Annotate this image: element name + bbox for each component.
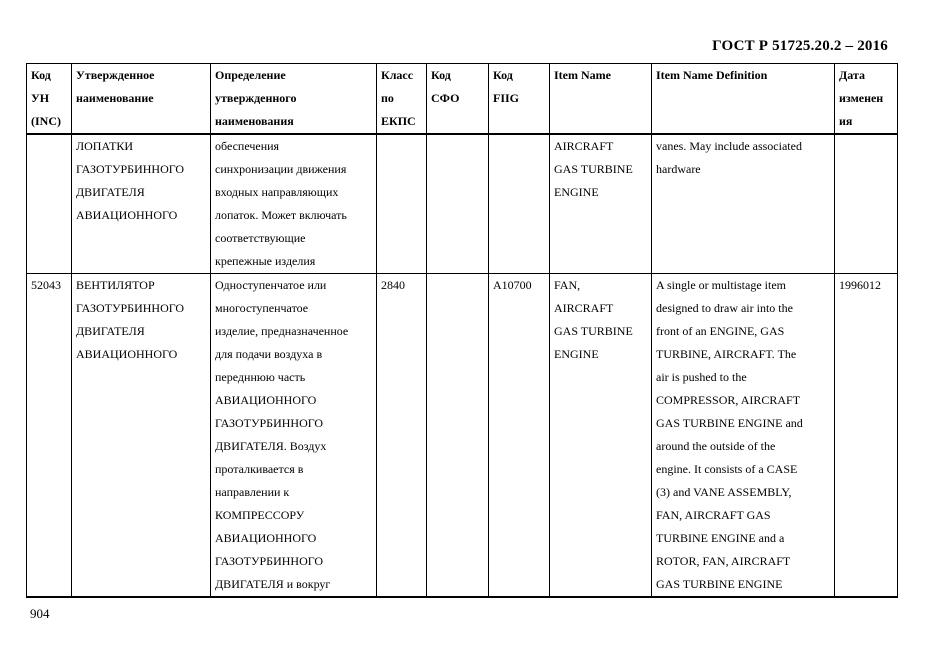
cell-line: по [381,91,394,105]
cell-line: around the outside of the [656,439,776,453]
cell-line: ГАЗОТУРБИННОГО [215,554,324,568]
cell-ekps-class [377,134,427,274]
column-header-definition [211,64,377,135]
cell-line: FAN, [554,278,581,292]
cell-line: ВЕНТИЛЯТОР [76,278,155,292]
cell-line: GAS TURBINE ENGINE and [656,416,803,430]
cell-line: (3) and VANE ASSEMBLY, [656,485,792,499]
cell-line: ENGINE [554,347,599,361]
cell-ekps-class [377,274,427,598]
cell-line: designed to draw air into the [656,301,793,315]
cell-line: ДВИГАТЕЛЯ. Воздух [215,439,327,453]
cell-line: ия [839,114,853,128]
cell-line: проталкивается в [215,462,304,476]
cell-line: обеспечения [215,139,280,153]
column-header-sfo-code [427,64,489,135]
cell-line: ENGINE [554,185,599,199]
cell-line: A single or multistage item [656,278,786,292]
cell-line: ДВИГАТЕЛЯ [76,185,145,199]
cell-line: COMPRESSOR, AIRCRAFT [656,393,801,407]
column-header-fiig-code [489,64,550,135]
cell-line: АВИАЦИОННОГО [215,531,317,545]
cell-line: АВИАЦИОННОГО [215,393,317,407]
cell-line: 2840 [381,278,405,292]
cell-line: Класс [381,68,414,82]
cell-line: TURBINE, AIRCRAFT. The [656,347,797,361]
cell-change-date [835,274,898,598]
cell-item-name-definition [652,274,835,598]
column-header-item-name [550,64,652,135]
cell-approved-name [72,134,211,274]
cell-line: 52043 [31,278,61,292]
cell-fiig-code [489,134,550,274]
cell-line: (INC) [31,114,61,128]
cell-line: ГАЗОТУРБИННОГО [215,416,324,430]
cell-line: Утвержденное [76,68,155,82]
cell-line: ДВИГАТЕЛЯ [76,324,145,338]
cell-line: Item Name [554,68,611,82]
cell-definition [211,134,377,274]
cell-line: входных направляющих [215,185,339,199]
cell-line: для подачи воздуха в [215,347,323,361]
cell-line: изменен [839,91,884,105]
cell-line: ЕКПС [381,114,416,128]
cell-line: A10700 [493,278,532,292]
cell-line: FAN, AIRCRAFT GAS [656,508,771,522]
table-row [27,134,898,274]
column-header-change-date [835,64,898,135]
cell-change-date [835,134,898,274]
cell-line: engine. It consists of a CASE [656,462,798,476]
cell-line: 1996012 [839,278,881,292]
column-header-ekps-class [377,64,427,135]
cell-line: направлении к [215,485,290,499]
cell-line: GAS TURBINE ENGINE [656,577,783,591]
cell-definition [211,274,377,598]
cell-line: Код [493,68,513,82]
cell-item-name [550,274,652,598]
cell-line: крепежные изделия [215,254,316,268]
cell-line: ГАЗОТУРБИННОГО [76,162,185,176]
table-row [27,274,898,598]
cell-line: hardware [656,162,701,176]
cell-line: TURBINE ENGINE and a [656,531,785,545]
cell-line: front of an ENGINE, GAS [656,324,785,338]
cell-sfo-code [427,134,489,274]
cell-line: АВИАЦИОННОГО [76,347,178,361]
cell-line: Одноступенчатое или [215,278,327,292]
cell-approved-name [72,274,211,598]
cell-line: GAS TURBINE [554,162,633,176]
cell-item-name-definition [652,134,835,274]
cell-line: УН [31,91,50,105]
column-header-inc-code [27,64,72,135]
data-table [26,63,898,598]
cell-line: Дата [839,68,865,82]
cell-line: air is pushed to the [656,370,747,384]
cell-inc-code [27,274,72,598]
cell-line: Код [31,68,51,82]
column-header-item-name-definition [652,64,835,135]
header-row [27,64,898,135]
cell-line: Определение [215,68,286,82]
cell-line: наименование [76,91,154,105]
cell-line: АВИАЦИОННОГО [76,208,178,222]
document-header: ГОСТ Р 51725.20.2 – 2016 [712,38,888,54]
cell-inc-code [27,134,72,274]
cell-line: утвержденного [215,91,297,105]
cell-line: ROTOR, FAN, AIRCRAFT [656,554,791,568]
cell-line: GAS TURBINE [554,324,633,338]
cell-fiig-code [489,274,550,598]
column-header-approved-name [72,64,211,135]
cell-line: синхронизации движения [215,162,347,176]
cell-line: Item Name Definition [656,68,768,82]
cell-line: Код [431,68,451,82]
cell-line: AIRCRAFT [554,139,614,153]
cell-line: лопаток. Может включать [215,208,347,222]
cell-line: ГАЗОТУРБИННОГО [76,301,185,315]
cell-sfo-code [427,274,489,598]
cell-line: FIIG [493,91,520,105]
cell-line: многоступенчатое [215,301,309,315]
cell-line: соответствующие [215,231,306,245]
cell-item-name [550,134,652,274]
page-number: 904 [30,606,50,621]
cell-line: КОМПРЕССОРУ [215,508,305,522]
cell-line: ЛОПАТКИ [76,139,134,153]
cell-line: наименования [215,114,294,128]
cell-line: vanes. May include associated [656,139,802,153]
cell-line: ДВИГАТЕЛЯ и вокруг [215,577,331,591]
cell-line: СФО [431,91,460,105]
cell-line: передннюю часть [215,370,306,384]
cell-line: AIRCRAFT [554,301,614,315]
cell-line: изделие, предназначенное [215,324,349,338]
